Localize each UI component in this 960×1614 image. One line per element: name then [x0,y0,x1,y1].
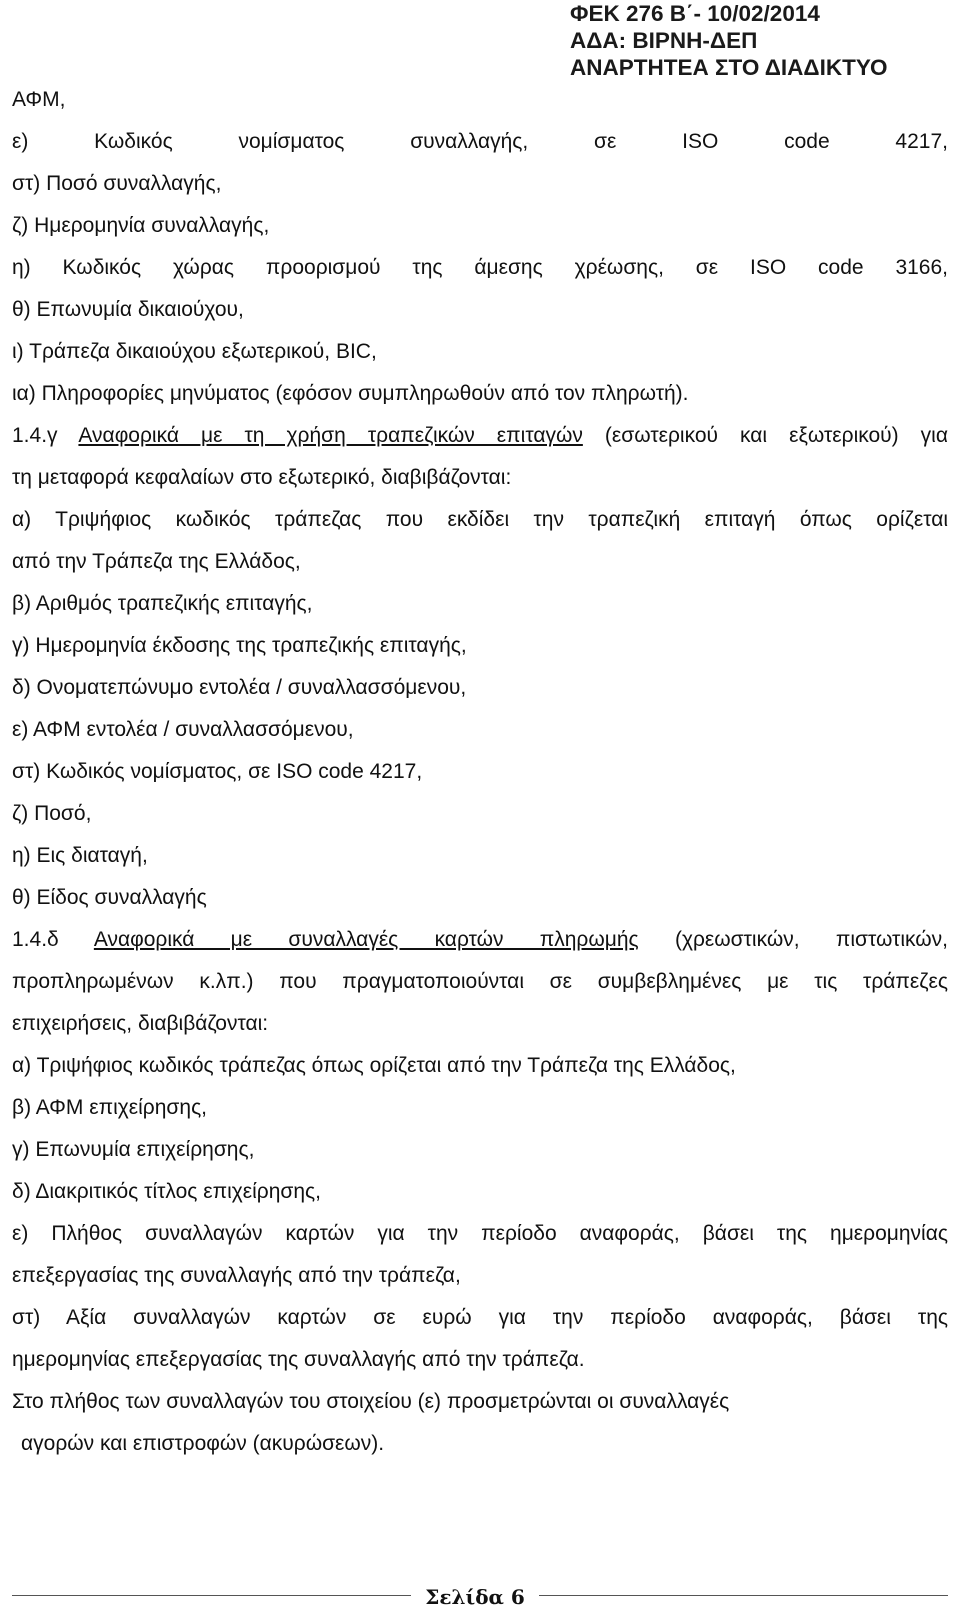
ada-code: ΑΔΑ: ΒΙΡΝΗ-ΔΕΠ [570,28,758,53]
page-footer [0,1580,960,1614]
gazette-header [570,0,960,81]
body-line: προπληρωμένων κ.λπ.) που πραγματοποιούνται σε συμβεβλημένες με τις τράπεζες [12,970,948,993]
gazette-issue: ΦΕΚ 276 Β΄- 10/02/2014 [570,1,820,26]
body-line: α) Τριψήφιος κωδικός τράπεζας που εκδίδει την τραπεζική επιταγή όπως ορίζεται [12,508,948,531]
section-title: Αναφορικά με συναλλαγές καρτών πληρωμής [93,928,639,951]
publish-notice: ΑΝΑΡΤΗΤΕΑ ΣΤΟ ΔΙΑΔΙΚΤΥΟ [570,55,888,80]
body-line: ζ) Ημερομηνία συναλλαγής, [12,214,270,237]
body-line: η) Κωδικός χώρας προορισμού της άμεσης χρέωσης, σε ISO code 3166, [12,256,948,279]
body-line: α) Τριψήφιος κωδικός τράπεζας όπως ορίζεται από την Τράπεζα της Ελλάδος, [12,1054,736,1077]
body-line: επιχειρήσεις, διαβιβάζονται: [12,1012,269,1035]
body-line: ε) Κωδικός νομίσματος συναλλαγής, σε ISO code 4217, [12,130,948,153]
body-line: επεξεργασίας της συναλλαγής από την τράπεζα, [12,1264,461,1287]
section-title-rest: (χρεωστικών, πιστωτικών, [674,928,948,951]
section-heading-1-4-c [12,415,948,457]
body-line: γ) Επωνυμία επιχείρησης, [12,1138,255,1161]
body-line: στ) Αξία συναλλαγών καρτών σε ευρώ για την περίοδο αναφοράς, βάσει της [12,1306,948,1329]
section-number: 1.4.γ [12,424,58,447]
body-line: β) Αριθμός τραπεζικής επιταγής, [12,592,313,615]
body-line: αγορών και επιστροφών (ακυρώσεων). [21,1432,385,1455]
body-line: γ) Ημερομηνία έκδοσης της τραπεζικής επιταγής, [12,634,467,657]
body-line: Στο πλήθος των συναλλαγών του στοιχείου (ε) προσμετρώνται οι συναλλαγές [12,1390,730,1413]
body-line: τη μεταφορά κεφαλαίων στο εξωτερικό, διαβιβάζονται: [12,466,512,489]
body-line: β) ΑΦΜ επιχείρησης, [12,1096,208,1119]
body-line: από την Τράπεζα της Ελλάδος, [12,550,301,573]
body-line: ε) ΑΦΜ εντολέα / συναλλασσόμενου, [12,718,354,741]
body-line: στ) Ποσό συναλλαγής, [12,172,222,195]
body-line: θ) Είδος συναλλαγής [12,886,207,909]
page-number: Σελίδα 6 [411,1580,539,1614]
section-heading-1-4-d [12,919,948,961]
body-line: ημερομηνίας επεξεργασίας της συναλλαγής από την τράπεζα. [12,1348,585,1371]
section-number: 1.4.δ [12,928,59,951]
body-line: η) Εις διαταγή, [12,844,148,867]
section-title-rest: (εσωτερικού και εξωτερικού) για [604,424,948,447]
body-line: στ) Κωδικός νομίσματος, σε ISO code 4217, [12,760,423,783]
body-line: ε) Πλήθος συναλλαγών καρτών για την περίοδο αναφοράς, βάσει της ημερομηνίας [12,1222,948,1245]
body-line: δ) Διακριτικός τίτλος επιχείρησης, [12,1180,322,1203]
body-line: ζ) Ποσό, [12,802,92,825]
body-line: ι) Τράπεζα δικαιούχου εξωτερικού, BIC, [12,340,377,363]
body-line: ΑΦΜ, [12,88,66,111]
body-line: ια) Πληροφορίες μηνύματος (εφόσον συμπληρωθούν από τον πληρωτή). [12,382,689,405]
body-line: δ) Ονοματεπώνυμο εντολέα / συναλλασσόμενου, [12,676,467,699]
section-title: Αναφορικά με τη χρήση τραπεζικών επιταγών [78,424,583,447]
body-line: θ) Επωνυμία δικαιούχου, [12,298,244,321]
document-body [12,79,948,1465]
